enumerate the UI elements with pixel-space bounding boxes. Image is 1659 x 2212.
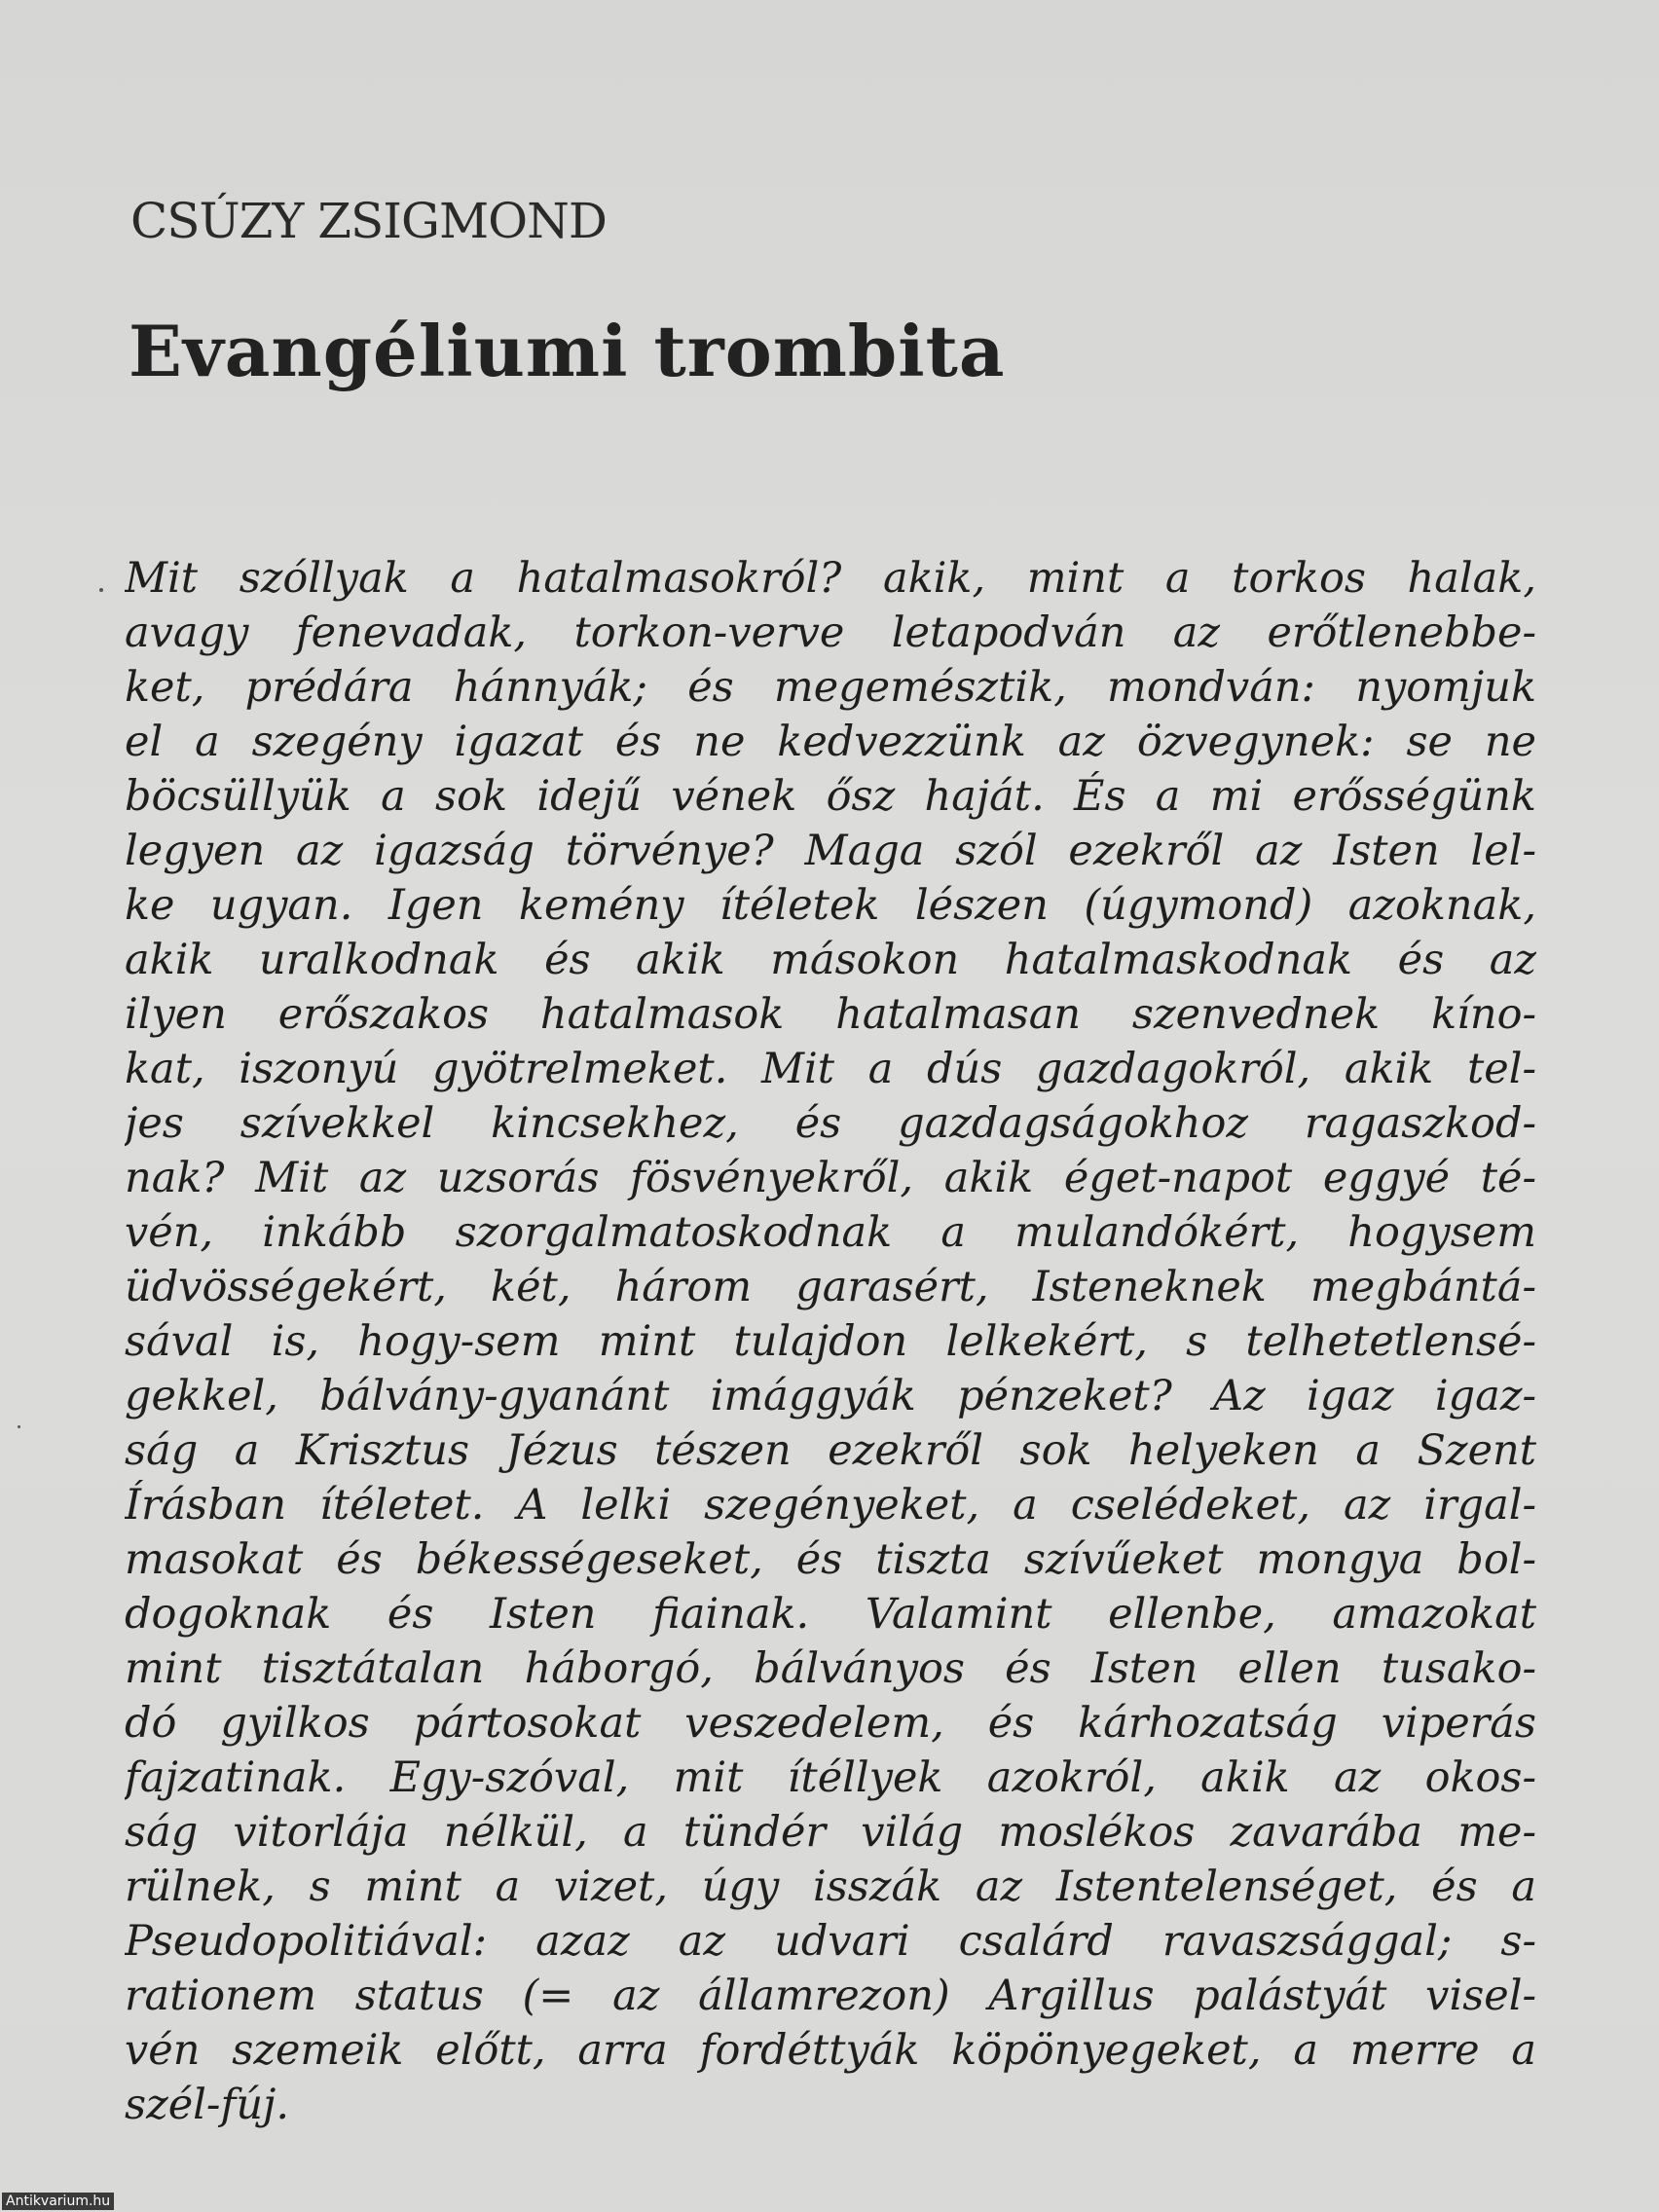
text-line: Pseudopolitiával: azaz az udvari csalárd ravaszsággal; s- <box>125 1917 1536 1966</box>
text-line: ket, prédára hánnyák; és megemésztik, mondván: nyomjuk <box>125 663 1536 712</box>
text-line: gekkel, bálvány-gyanánt imággyák pénzeket? Az igaz igaz- <box>125 1372 1536 1420</box>
text-line: böcsüllyük a sok idejű vének ősz haját. És a mi erősségünk <box>125 772 1536 821</box>
text-line: ság vitorlája nélkül, a tündér világ moslékos zavarába me- <box>125 1808 1536 1857</box>
text-line: fajzatinak. Egy-szóval, mit ítéllyek azokról, akik az okos- <box>125 1753 1536 1802</box>
author-name: CSÚZY ZSIGMOND <box>130 193 608 249</box>
text-line: avagy fenevadak, torkon-verve letapodván az erőtlenebbe- <box>125 608 1536 657</box>
text-line: el a szegény igazat és ne kedvezzünk az özvegynek: se ne <box>125 718 1536 766</box>
paper-speck <box>99 588 103 592</box>
text-line: ilyen erőszakos hatalmasok hatalmasan szenvednek kíno- <box>125 990 1536 1039</box>
text-line: jes szívekkel kincsekhez, és gazdagságokhoz ragaszkod- <box>125 1099 1536 1148</box>
body-paragraph <box>125 551 1536 2132</box>
paper-speck <box>18 1425 20 1428</box>
text-line: mint tisztátalan háborgó, bálványos és Isten ellen tusako- <box>125 1644 1536 1693</box>
text-line: nak? Mit az uzsorás fösvényekről, akik éget-napot eggyé té- <box>125 1154 1536 1202</box>
text-line: sával is, hogy-sem mint tulajdon lelkekért, s telhetetlensé- <box>125 1317 1536 1366</box>
text-line: üdvösségekért, két, három garasért, Isteneknek megbántá- <box>125 1263 1536 1311</box>
text-line: kat, iszonyú gyötrelmeket. Mit a dús gazdagokról, akik tel- <box>125 1045 1536 1093</box>
text-line: Írásban ítéletet. A lelki szegényeket, a cselédeket, az irgal- <box>125 1481 1536 1530</box>
text-line: dó gyilkos pártosokat veszedelem, és kárhozatság viperás <box>125 1699 1536 1748</box>
text-line: vén, inkább szorgalmatoskodnak a mulandókért, hogysem <box>125 1208 1536 1257</box>
watermark: Antikvarium.hu <box>2 2193 114 2210</box>
text-line: ke ugyan. Igen kemény ítéletek lészen (úgymond) azoknak, <box>125 881 1536 930</box>
text-line: masokat és békességeseket, és tiszta szívűeket mongya bol- <box>125 1535 1536 1584</box>
text-line: dogoknak és Isten fiainak. Valamint ellenbe, amazokat <box>125 1590 1536 1639</box>
text-line: Mit szóllyak a hatalmasokról? akik, mint a torkos halak, <box>125 554 1536 603</box>
page-title: Evangéliumi trombita <box>129 310 1006 392</box>
text-line: szél-fúj. <box>125 2081 290 2129</box>
text-line: rationem status (= az államrezon) Argillus palástyát visel- <box>125 1972 1536 2020</box>
text-line: vén szemeik előtt, arra fordéttyák köpönyegeket, a merre a <box>125 2026 1536 2075</box>
text-line: legyen az igazság törvénye? Maga szól ezekről az Isten lel- <box>125 827 1536 875</box>
text-line: akik uralkodnak és akik másokon hatalmaskodnak és az <box>125 936 1536 984</box>
text-line: rülnek, s mint a vizet, úgy isszák az Istentelenséget, és a <box>125 1862 1536 1911</box>
text-line: ság a Krisztus Jézus tészen ezekről sok helyeken a Szent <box>125 1426 1536 1475</box>
